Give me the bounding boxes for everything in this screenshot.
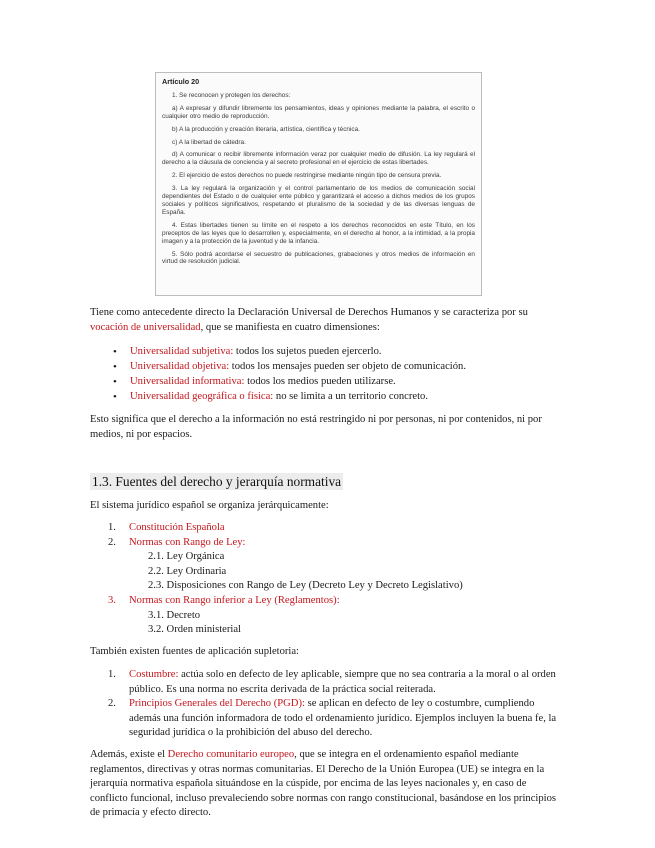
sub-item: 2.3. Disposiciones con Rango de Ley (Decreto Ley y Decreto Legislativo) (148, 580, 463, 592)
article-paragraph: 4. Estas libertades tienen su límite en el respeto a los derechos reconocidos en este Título, en los preceptos de las leyes que lo desarrollen y, especialmente, en el derecho al honor, a la intimidad, a la propia imagen y a la protección de la juventud y de la infancia. (162, 221, 475, 245)
dimension-label: Universalidad objetiva: (130, 360, 230, 372)
intro-text: , que se manifiesta en cuatro dimensiones: (200, 321, 380, 333)
article-paragraph: 1. Se reconocen y protegen los derechos: (172, 91, 291, 99)
sub-item: 3.1. Decreto (148, 609, 201, 621)
sub-item: 2.2. Ley Ordinaria (148, 565, 227, 577)
meaning-paragraph: Esto significa que el derecho a la información no está restringido ni por personas, ni por contenidos, ni por medios, ni por espacios. (90, 414, 542, 440)
article-paragraph: 3. La ley regulará la organización y el control parlamentario de los medios de comunicación social dependientes del Estado o de cualquier ente público y garantizará el acceso a dichos medios de los grupos sociales y políticos significativos, respetando el pluralismo de la sociedad y de las diversas lenguas de España. (162, 185, 475, 216)
dimension-label: Universalidad geográfica o física: (130, 390, 274, 402)
dimension-label: Universalidad subjetiva: (130, 346, 234, 357)
item-text: actúa solo en defecto de ley aplicable, siempre que no sea contraria a la moral o al orden público. Es una norma no escrita derivada de la práctica social reiterada. (129, 669, 556, 695)
supletoria-intro: También existen fuentes de aplicación supletoria: (90, 646, 299, 657)
article-paragraph: 5. Sólo podrá acordarse el secuestro de publicaciones, grabaciones y otros medios de información en virtud de resolución judicial. (162, 250, 475, 266)
dimension-text: todos los mensajes pueden ser objeto de comunicación. (229, 360, 466, 372)
item-number: 1. (108, 669, 116, 680)
article-paragraph: a) A expresar y difundir libremente los pensamientos, ideas y opiniones mediante la palabra, el escrito o cualquier otro medio de reproducción. (162, 104, 475, 120)
dimension-text: no se limita a un territorio concreto. (273, 390, 428, 402)
list-item (108, 697, 568, 741)
list-item (112, 375, 562, 390)
intro-text: Tiene como antecedente directo la Declaración Universal de Derechos Humanos y se caracteriza por su (90, 307, 528, 318)
dimension-text: todos los medios pueden utilizarse. (244, 375, 396, 387)
item-number: 2. (108, 536, 116, 548)
dimensions-list (112, 345, 562, 405)
item-text: se aplican en defecto de ley o costumbre, cumpliendo además una función informadora de todo el ordenamiento jurídico. Ejemplos incluyen la buena fe, la seguridad jurídica o la prohibición del abuso del derecho. (129, 698, 557, 739)
dimension-label: Universalidad informativa: (130, 375, 245, 387)
article-paragraph: d) A comunicar o recibir libremente información veraz por cualquier medio de difusión. La ley regulará el derecho a la cláusula de conciencia y al secreto profesional en el ejercicio de estas libertades. (162, 151, 475, 167)
eu-paragraph (90, 748, 566, 821)
section-intro: El sistema jurídico español se organiza jerárquicamente: (90, 500, 329, 511)
article-paragraph: 2. El ejercicio de estos derechos no puede restringirse mediante ningún tipo de censura previa. (172, 172, 442, 180)
item-label: Principios Generales del Derecho (PGD): (129, 698, 305, 710)
list-item (112, 390, 562, 405)
list-item (108, 668, 568, 697)
article-paragraph: b) A la producción y creación literaria, artística, científica y técnica. (172, 125, 360, 133)
eu-text: , que se integra en el ordenamiento español mediante reglamentos, directivas y otras normas comunitarias. El Derecho de la Unión Europea (UE) se integra en la jerarquía normativa española situándose en la cúspide, por encima de las leyes nacionales y, en caso de conflicto funcional, incluso prevaleciendo sobre normas con rango constitucional, basándose en los principios de primacía y efecto directo. (90, 749, 556, 819)
section-heading: 1.3. Fuentes del derecho y jerarquía normativa (92, 474, 342, 489)
intro-paragraph (90, 306, 566, 335)
item-label: Costumbre: (129, 669, 179, 680)
item-number: 2. (108, 698, 116, 710)
article-20-image (155, 72, 482, 296)
list-item (108, 521, 568, 536)
article-title: Artículo 20 (162, 77, 200, 86)
list-item (108, 594, 568, 609)
item-label: Constitución Española (129, 522, 225, 533)
eu-highlight: Derecho comunitario europeo (167, 749, 295, 760)
item-label: Normas con Rango inferior a Ley (Reglamentos): (129, 594, 340, 606)
intro-highlight: vocación de universalidad (90, 321, 201, 333)
list-item (112, 360, 562, 375)
hierarchy-list (108, 521, 568, 638)
list-item (112, 345, 562, 360)
item-number: 1. (108, 522, 116, 533)
sub-item: 3.2. Orden ministerial (148, 624, 241, 636)
dimension-text: todos los sujetos pueden ejercerlo. (233, 346, 382, 357)
item-label: Normas con Rango de Ley: (129, 536, 246, 548)
eu-text: Además, existe el (90, 749, 168, 760)
sub-item: 2.1. Ley Orgánica (148, 551, 225, 563)
article-paragraph: c) A la libertad de cátedra. (172, 138, 246, 146)
supletoria-list (108, 668, 568, 741)
list-item (108, 536, 568, 551)
item-number: 3. (108, 594, 116, 606)
